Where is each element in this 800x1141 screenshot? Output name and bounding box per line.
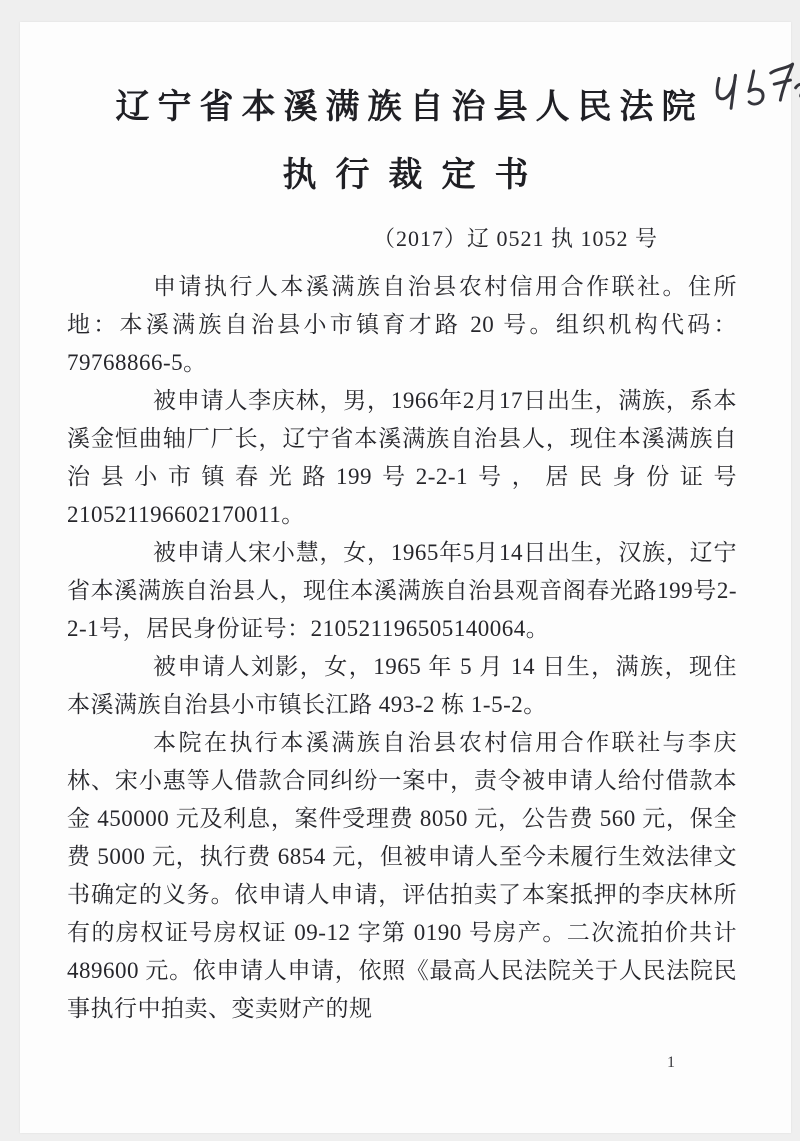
handwriting-457-icon <box>704 50 800 126</box>
paragraph-respondent-1: 被申请人李庆林，男，1966年2月17日出生，满族，系本溪金恒曲轴厂厂长，辽宁省本溪满族自治县人，现住本溪满族自治县小市镇春光路199号2-2-1号，居民身份证号210521196602170011。 <box>67 388 737 527</box>
paragraph-applicant: 申请执行人本溪满族自治县农村信用合作联社。住所地：本溪满族自治县小市镇育才路 20 号。组织机构代码：79768866-5。 <box>67 274 737 375</box>
case-number: （2017）辽 0521 执 1052 号 <box>372 226 658 251</box>
paragraph-case-facts: 本院在执行本溪满族自治县农村信用合作联社与李庆林、宋小惠等人借款合同纠纷一案中，责令被申请人给付借款本金 450000 元及利息，案件受理费 8050 元，公告费 560 元，保全费 5000 元，执行费 6854 元，但被申请人至今未履行生效法律文书确定的义务。依申请人申请，评估拍卖了本案抵押的李庆林所有的房权证号房权证 09-12 字第 0190 号房产。二次流拍价共计 489600 元。依申请人申请，依照《最高人民法院关于人民法院民事执行中拍卖、变卖财产的规 <box>67 730 737 1021</box>
document-title: 执行裁定书 <box>282 157 548 194</box>
document-body <box>20 268 791 1028</box>
document-page <box>20 22 791 1133</box>
page-number: 1 <box>667 1054 675 1071</box>
court-name: 辽宁省本溪满族自治县人民法院 <box>115 89 704 126</box>
paragraph-respondent-3: 被申请人刘影，女，1965 年 5 月 14 日生，满族，现住本溪满族自治县小市镇长江路 493-2 栋 1-5-2。 <box>67 654 737 717</box>
handwritten-mark <box>704 50 800 126</box>
paragraph-respondent-2: 被申请人宋小慧，女，1965年5月14日出生，汉族，辽宁省本溪满族自治县人，现住本溪满族自治县观音阁春光路199号2-2-1号，居民身份证号：210521196505140064。 <box>67 540 737 641</box>
